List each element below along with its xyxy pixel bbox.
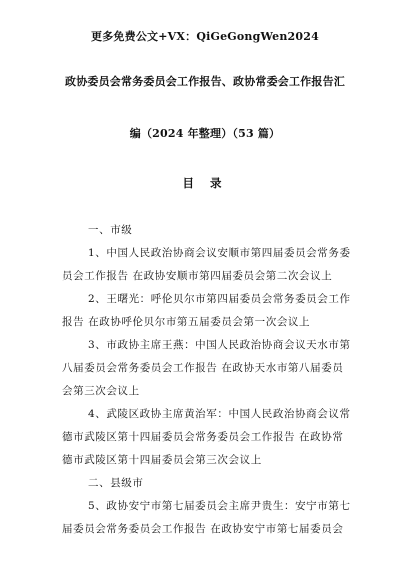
document-title-line-2: 编（2024 年整理）（53 篇）: [129, 127, 281, 140]
toc-item-1-line-2: 员会工作报告 在政协安顺市第四届委员会第二次会议上: [62, 270, 333, 282]
promo-header: 更多免费公文+VX：QiGeGongWen2024: [91, 30, 319, 43]
toc-item-2-line-1: 2、王曙光：呼伦贝尔市第四届委员会常务委员会工作: [88, 293, 351, 305]
toc-item-4-line-3: 德市武陵区第十四届委员会第三次会议上: [62, 454, 262, 466]
toc-item-5-line-1: 5、政协安宁市第七届委员会主席尹贵生：安宁市第七: [88, 500, 351, 512]
toc-section-county-city: 二、县级市: [88, 477, 144, 489]
toc-heading: 目 录: [182, 176, 228, 190]
toc-item-1-line-1: 1、中国人民政治协商会议安顺市第四届委员会常务委: [88, 247, 351, 259]
toc-item-4-line-1: 4、武陵区政协主席黄治军：中国人民政治协商会议常: [88, 408, 351, 420]
toc-item-3-line-3: 会第三次会议上: [62, 385, 140, 397]
document-title-line-1: 政协委员会常务委员会工作报告、政协常委会工作报告汇: [65, 75, 345, 88]
toc-item-3-line-2: 八届委员会常务委员会工作报告 在政协天水市第八届委员: [62, 362, 344, 374]
toc-item-5-line-2: 届委员会常务委员会工作报告 在政协安宁市第七届委员会: [62, 523, 344, 535]
toc-item-4-line-2: 德市武陵区第十四届委员会常务委员会工作报告 在政协常: [62, 431, 344, 443]
toc-item-3-line-1: 3、市政协主席王燕：中国人民政治协商会议天水市第: [88, 339, 351, 351]
toc-section-city: 一、市级: [88, 224, 133, 236]
toc-item-2-line-2: 报告 在政协呼伦贝尔市第五届委员会第一次会议上: [62, 316, 311, 328]
